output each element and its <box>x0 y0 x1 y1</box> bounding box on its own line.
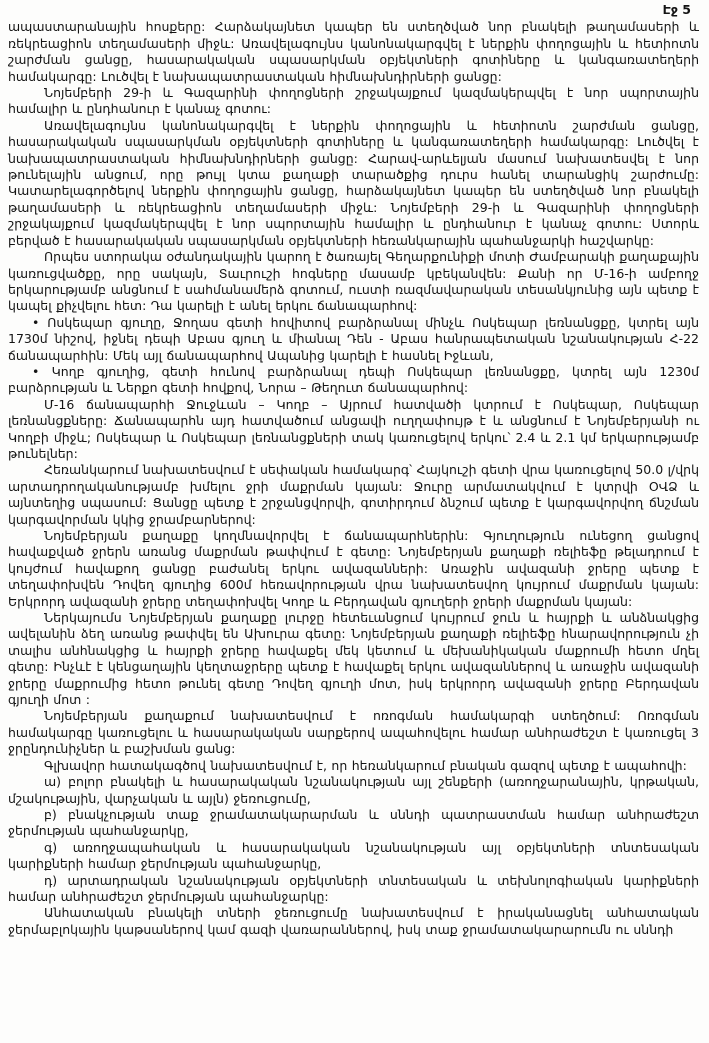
paragraph: ապաստարանային հոսքերը: Հարձակայնետ կապեր են ստեղծված նոր բնակելի թաղամասերի և ռեկրեացիոն տեղամասերի միջև: Առավելագույնս կանոնակարգվել է ներքին փողոցային և հետիոտն շարժման ցանցը, հասարակական սպասարկման օբյեկտների գոտիները և կանգառատեղերի համակարգը: Լուծվել է նախապատրաստական հիմնախնդիրների ցանցը: <box>8 19 699 84</box>
paragraph: Նոյեմբերյան քաղաքը կողմնավորվել է ճանապարհներին: Գյուղություն ունեցող ցանցով հավաքված ջրերն առանց մաքրման թափվում է գետը: Նոյեմբերյան քաղաքի ռելիեֆը թելադրում է կույժում հավաքող ցանցը բաժանել երկու ավազանների: Առաջին ավազանի ջրերը պետք է տեղափոխվեն Դովեղ գյուղից 600մ հեռավորության վրա նախատեսվող կույրում մաքրման կայան: Երկրորդ ավազանի ջրերը տեղափոխվել Կողբ և Բերդավան գյուղերի ջրերի մաքրման կայան: <box>8 528 699 609</box>
bullet-item: • Ոսկեպար գյուղը, Ջողաս գետի հովիտով բարձրանալ մինչև Ոսկեպար լեռնանցքը, կտրել այն 1730մ նիշով, իջնել դեպի Աբաս գյուղ և միանալ Դեն - Աբաս հանրապետական նշանակության Հ-22 ճանապարհին: Մեկ այլ ճանապարհով Ապանից կարելի է հասնել Իջևան, <box>8 314 699 363</box>
page-number: Էջ 5 <box>662 2 691 17</box>
paragraph: Որպես ստորակա օժանդակային կարող է ծառայել Գեղարքունիքի մոտի Ժամբարակի քաղաքային կառուցվածքը, որը սակայն, Տաւրուշի հոգները մասամբ կբեկանվեն: Քանի որ Մ-16-ի ամբողջ երկարությամբ անցնում է սահմանամերձ գոտում, ուստի ռազմավարական տեսանկյունից այն պետք է կապել քիչվելու հետ: Դա կարելի է անել երկու ճանապարհով: <box>8 249 699 314</box>
list-item-b: բ) բնակչության տաք ջրամատակարարման և սննդի պատրաստման համար անհրաժեշտ ջերմության պահանջարկը, <box>8 806 699 839</box>
list-item-d: դ) արտադրական նշանակության օբյեկտների տնտեսական և տեխնոլոգիական կարիքների համար անհրաժեշտ ջերմության պահանջարկը: <box>8 872 699 904</box>
paragraph: Հեռանկարում նախատեսվում է սեփական համակարգ՝ Հայկուշի գետի վրա կառուցելով 50.0 լ/վրկ արտադրողականությամբ խմելու ջրի մաքրման կայան: Ջուրը արմատակվում է կտրվի ՕՎՁ և այնտեղից սպասում: Ցանցը պետք է շրջանցվորվի, գոտիրդում ձնշում պետք է կարգավորվող ճնշման կարգավորման կկից ջրամբարներով: <box>8 462 699 527</box>
list-item-c: գ) առողջապահական և հասարակական նշանակության այլ օբյեկտների տնտեսական կարիքների համար ջերմության պահանջարկը, <box>8 839 699 872</box>
paragraph: Անհատական բնակելի տների ջեռուցումը նախատեսվում է իրականացնել անհատական ջերմաբլոկային կաթսաներով կամ գազի վառարաններով, իսկ տաք ջրամատակարարումն ու սննդի <box>8 905 699 937</box>
paragraph: Առավելագույնս կանոնակարգվել է ներքին փողոցային և հետիոտն շարժման ցանցը, հասարակական սպասարկման օբյեկտների գոտիները և կանգառատեղերի համակարգը: Լուծվել է նախապատրաստական հիմնախնդիրների ցանցը: Հարավ-արևելյան մասում նախատեսվել է նոր թունելային անցում, որը թույլ կտա քաղաքի տարածքից դուրս հանել տարանցիկ շարժումը: Կատարելագործելով ներքին փողոցային ցանցը, հարձակայնետ կապեր են ստեղծված նոր բնակելի թաղամասերի և ռեկրեացիոն տեղամասերի միջև: Նոյեմբերի 29-ի և Գազարինի փողոցների շրջակայքում կազմակերպվել է նոր սպորտային համալիր և ընդհանուր է կանաչ գոտու: Ստորև բերված է հասարակական սպասարկման օբյեկտների հեռանկարային պահանջարկի հաշվարկը: <box>8 117 699 248</box>
list-item-a: ա) բոլոր բնակելի և հասարակական նշանակության այլ շենքերի (առողջարանային, կրթական, մշակութային, վարչական և այլն) ջեռուցումը, <box>8 774 699 806</box>
paragraph: Մ-16 ճանապարհի Ջուջևան – Կողբ – Այրում հատվածի կտրում է Ոսկեպար, Ոսկեպար լեռնանցքները: Ճանապարհն այդ հատվածում անցավի ուղղափույթ է և անցնում է Նոյեմբերյանի ու Կողբի միջև; Ոսկեպար և Ոսկեպար լեռնանցքների տակ կառուցելով երկու՝ 2.4 և 2.1 կմ երկարությամբ թունելներ: <box>8 396 699 461</box>
paragraph: Նոյեմբերյան քաղաքում նախատեսվում է ոռոգման համակարգի ստեղծում: Ոռոգման համակարգը կառուցելու և հասարակական սարքերով ապահովելու համար անհրաժեշտ է կառուցել 3 ջրընդունիչներ և բաշխման ցանց: <box>8 708 699 757</box>
paragraph: Նոյեմբերի 29-ի և Գազարինի փողոցների շրջակայքում կազմակերպվել է նոր սպորտային համալիր և ընդհանուր է կանաչ գոտու: <box>8 85 699 117</box>
bullet-item: • Կողբ գյուղից, գետի հունով բարձրանալ դեպի Ոսկեպար լեռնանցքը, կտրել այն 1230մ բարձրության և Ներքո գետի հովքով, Նորա – Թեղուտ ճանապարհով: <box>8 363 699 396</box>
paragraph: Գլխավոր հատակագծով նախատեսվում է, որ հեռանկարում բնական գազով պետք է ապահովի: <box>44 757 687 773</box>
paragraph: Ներկայումս Նոյեմբերյան քաղաքը լուրջը հետեւանցում կույրում ջուն և հայրքի և անձնակցից ավելանին ձեղ առանց թափվել են Ախուրա գետը: Նոյեմբերյան քաղաքի ռելիեֆը հնարավորություն չի տալիս անհնակցից և հայրքի ջրերը հավաքել մեկ կետում և մեխանիկական մաքրումի հետո մղել գետը: Ինչևէ է կենցաղային կեղտաջրերը պետք է հավաքել երկու ավազաններով և առաջին ավազանի ջրերը մաքրումից հետո թունել գետը Դովեղ գյուղի մոտ, իսկ երկրորդ ավազանի ջրերը Բերդավան գյուղի մոտ : <box>8 610 699 708</box>
